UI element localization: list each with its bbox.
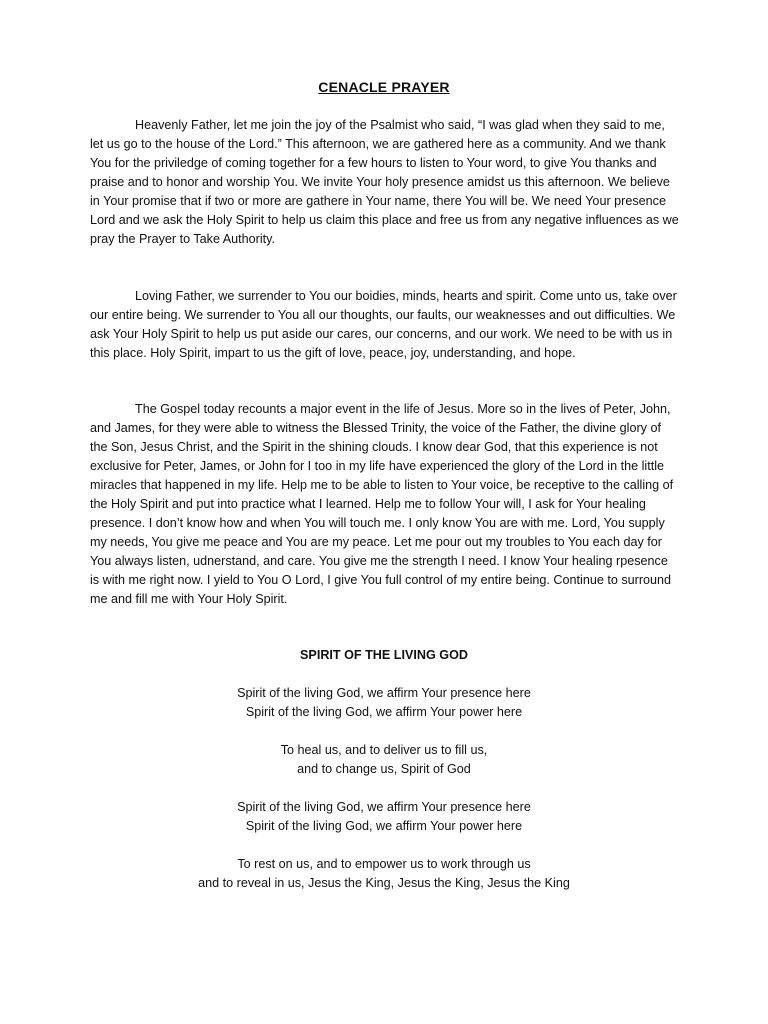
- verse-line: Spirit of the living God, we affirm Your presence here: [237, 686, 531, 700]
- verse-line: Spirit of the living God, we affirm Your power here: [245, 819, 523, 833]
- verse-line: To heal us, and to deliver us to fill us,: [280, 743, 488, 757]
- paragraph-3: [90, 400, 680, 609]
- paragraph-2-text: Loving Father, we surrender to You our boidies, minds, hearts and spirit. Come unto us, take over our entire being. We surrender to You all our thoughts, our faults, our weaknesses and out difficulties. We ask Your Holy Spirit to help us put aside our cares, our concerns, and our work. We need to be with us in this place. Holy Spirit, impart to us the gift of love, peace, joy, understanding, and hope.: [90, 289, 677, 360]
- song-title: SPIRIT OF THE LIVING GOD: [300, 648, 468, 662]
- paragraph-1-text: Heavenly Father, let me join the joy of the Psalmist who said, “I was glad when they said to me, let us go to the house of the Lord.” This afternoon, we are gathered here as a community. And we thank You for the priviledge of coming together for a few hours to listen to Your word, to give You thanks and praise and to honor and worship You. We invite Your holy presence amidst us this afternoon. We believe in Your promise that if two or more are gathere in Your name, there You will be. We need Your presence Lord and we ask the Holy Spirit to help us claim this place and free us from any negative influences as we pray the Prayer to Take Authority.: [90, 118, 679, 246]
- verse-2: [0, 741, 768, 779]
- verse-line: and to reveal in us, Jesus the King, Jesus the King, Jesus the King: [198, 876, 570, 890]
- paragraph-3-text: The Gospel today recounts a major event in the life of Jesus. More so in the lives of Peter, John, and James, for they were able to witness the Blessed Trinity, the voice of the Father, the divine glory of the Son, Jesus Christ, and the Spirit in the shining clouds. I know dear God, that this experience is not exclusive for Peter, James, or John for I too in my life have experienced the glory of the Lord in the little miracles that happened in my life. Help me to be able to listen to Your voice, be receptive to the calling of the Holy Spirit and put into practice what I learned. Help me to follow Your will, I ask for Your healing presence. I don’t know how and when You will touch me. I only know You are with me. Lord, You supply my needs, You give me peace and You are my peace. Let me pour out my troubles to You each day for You always listen, udnerstand, and care. You give me the strength I need. I know Your healing rpesence is with me right now. I yield to You O Lord, I give You full control of my entire being. Continue to surround me and fill me with Your Holy Spirit.: [90, 402, 674, 606]
- verse-line: and to change us, Spirit of God: [297, 762, 471, 776]
- paragraph-2: [90, 287, 680, 363]
- verse-4: [0, 855, 768, 893]
- paragraph-1: [90, 116, 680, 249]
- verse-line: Spirit of the living God, we affirm Your presence here: [237, 800, 531, 814]
- verse-3: [0, 798, 768, 836]
- verse-1: [0, 684, 768, 722]
- document-title: CENACLE PRAYER: [318, 79, 450, 95]
- verse-line: To rest on us, and to empower us to work through us: [237, 857, 531, 871]
- verse-line: Spirit of the living God, we affirm Your power here: [245, 705, 523, 719]
